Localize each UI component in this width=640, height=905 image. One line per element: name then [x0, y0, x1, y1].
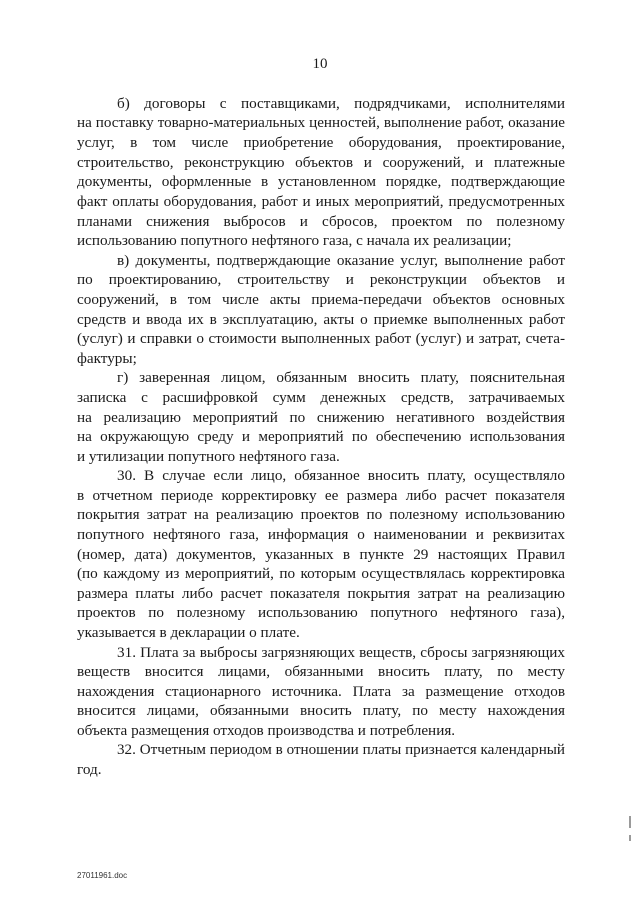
text-line: нахождения стационарного источника. Плата за размещение отходов — [77, 682, 565, 700]
text-line: строительство, реконструкцию объектов и сооружений, и платежные — [77, 153, 565, 171]
footer-file-name: 27011961.doc — [77, 871, 128, 880]
text-line: (по каждому из мероприятий, по которым осуществлялась корректировка — [77, 565, 565, 583]
text-line: (услуг) и справки о стоимости выполненных работ (услуг) и затрат, счета- — [77, 330, 565, 348]
paragraph-32 — [77, 741, 565, 780]
text-line: и утилизации попутного нефтяного газа. — [77, 447, 340, 465]
text-line: 30. В случае если лицо, обязанное вносить плату, осуществляло — [117, 467, 565, 485]
text-line: проектов по полезному использованию попутного нефтяного газа), — [77, 604, 565, 622]
text-line: сооружений, в том числе акты приема-передачи объектов основных — [77, 290, 565, 308]
paragraph-v — [77, 251, 565, 369]
text-line: (номер, дата) документов, указанных в пункте 29 настоящих Правил — [77, 545, 565, 563]
text-line: документы, оформленные в установленном порядке, подтверждающие — [77, 173, 565, 191]
text-line: на окружающую среду и мероприятий по обеспечению использования — [77, 428, 565, 446]
text-line: 32. Отчетным периодом в отношении платы признается календарный — [117, 741, 565, 758]
paragraph-g — [77, 368, 565, 466]
text-line: фактуры; — [77, 349, 137, 367]
text-line: факт оплаты оборудования, работ и иных мероприятий, предусмотренных — [77, 192, 565, 210]
paragraph-30 — [77, 466, 565, 642]
text-line: указывается в декларации о плате. — [77, 624, 300, 642]
text-line: в) документы, подтверждающие оказание услуг, выполнение работ — [117, 251, 565, 269]
text-line: услуг, в том числе приобретение оборудования, проектирование, — [77, 134, 565, 152]
text-line: б) договоры с поставщиками, подрядчиками, исполнителями — [117, 95, 565, 112]
text-line: вносится лицами, обязанными вносить плату, по месту нахождения — [77, 702, 565, 720]
page-number: 10 — [312, 56, 328, 72]
text-line: планами снижения выбросов и сбросов, проектом по полезному — [77, 212, 565, 230]
text-line: покрытия затрат на реализацию проектов по полезному использованию — [77, 506, 565, 524]
text-line: год. — [77, 761, 102, 779]
text-line: использованию попутного нефтяного газа, с начала их реализации; — [77, 232, 512, 250]
text-line: по проектированию, строительству и реконструкции объектов и — [77, 271, 565, 289]
text-line: в отчетном периоде корректировку ее размера либо расчет показателя — [77, 486, 565, 504]
text-line: г) заверенная лицом, обязанным вносить плату, пояснительная — [117, 369, 565, 387]
scan-edge-mark — [629, 816, 631, 828]
paragraph-b — [77, 94, 565, 251]
text-line: веществ вносится лицами, обязанными вносить плату, по месту — [77, 663, 565, 681]
text-line: объекта размещения отходов производства и потребления. — [77, 722, 456, 739]
text-line: 31. Плата за выбросы загрязняющих веществ, сбросы загрязняющих — [117, 643, 565, 661]
text-line: средств и ввода их в эксплуатацию, акты о приемке выполненных работ — [77, 310, 565, 328]
text-line: попутного нефтяного газа, информация о наименовании и реквизитах — [77, 526, 565, 544]
scan-edge-mark — [629, 835, 631, 841]
document-body — [77, 94, 565, 780]
text-line: записка с расшифровкой сумм денежных средств, затрачиваемых — [77, 388, 565, 406]
paragraph-31 — [77, 643, 565, 741]
text-line: на реализацию мероприятий по снижению негативного воздействия — [77, 408, 565, 426]
text-line: на поставку товарно-материальных ценностей, выполнение работ, оказание — [77, 114, 565, 131]
text-line: размера платы либо расчет показателя покрытия затрат на реализацию — [77, 584, 565, 602]
